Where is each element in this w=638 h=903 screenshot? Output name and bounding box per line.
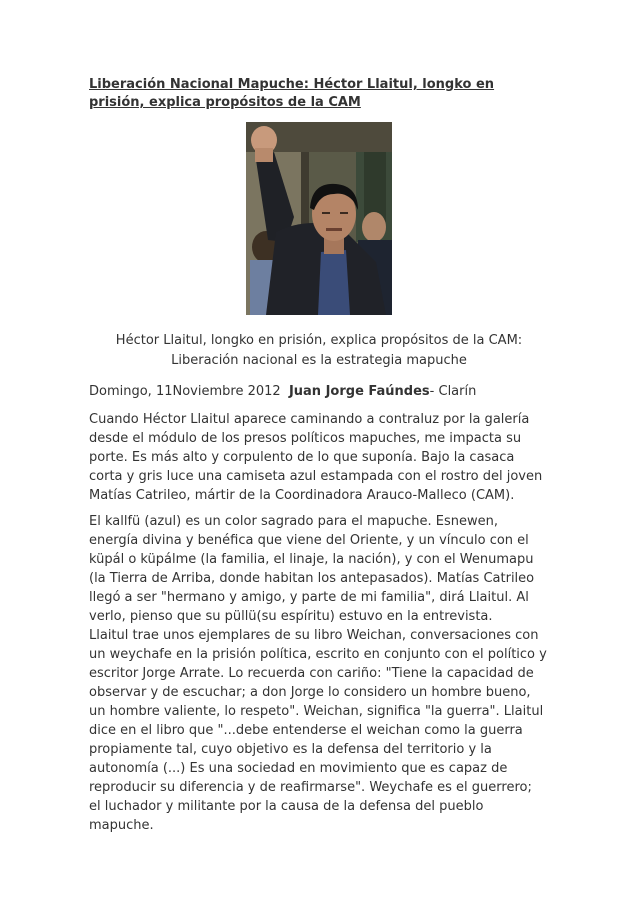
paragraph-line: llegó a ser "hermano y amigo, y parte de mi familia", dirá Llaitul. Al [89, 590, 529, 605]
body-paragraph [89, 512, 557, 626]
photo-illustration [246, 122, 392, 315]
author-name: Juan Jorge Faúndes [288, 384, 430, 399]
paragraph-line: propiamente tal, cuyo objetivo es la defensa del territorio y la [89, 742, 492, 757]
paragraph-line: desde el módulo de los presos políticos mapuches, me impacta su [89, 431, 522, 446]
paragraph-line: Llaitul trae unos ejemplares de su libro Weichan, conversaciones con [89, 628, 539, 643]
photo-caption [89, 331, 549, 371]
document-title[interactable] [89, 76, 529, 112]
dateline [89, 382, 559, 401]
publication-date: Domingo, 11Noviembre 2012 [89, 384, 281, 399]
body-paragraph [89, 626, 557, 835]
portrait-photo [246, 122, 392, 315]
paragraph-line: corta y gris luce una camiseta azul estampada con el rostro del joven [89, 469, 543, 484]
paragraph-line: reproducir su diferencia y de reafirmarse". Weychafe es el guerrero; [89, 780, 532, 795]
body-paragraph [89, 410, 557, 505]
paragraph-line: küpál o küpálme (la familia, el linaje, la nación), y con el Wenumapu [89, 552, 534, 567]
paragraph-line: observar y de escuchar; a don Jorge lo considero un hombre bueno, [89, 685, 531, 700]
paragraph-line: Matías Catrileo, mártir de la Coordinadora Arauco-Malleco (CAM). [89, 488, 515, 503]
title-line: Liberación Nacional Mapuche: Héctor Llaitul, longko en [89, 77, 495, 92]
paragraph-line: (la Tierra de Arriba, donde habitan los antepasados). Matías Catrileo [89, 571, 535, 586]
paragraph-line: un weychafe en la prisión política, escrito en conjunto con el político y [89, 647, 547, 662]
paragraph-line: verlo, pienso que su püllü(su espíritu) estuvo en la entrevista. [89, 609, 493, 624]
paragraph-line: un hombre valiente, lo respeto". Weichan, significa "la guerra". Llaitul [89, 704, 544, 719]
paragraph-line: autonomía (...) Es una sociedad en movimiento que es capaz de [89, 761, 508, 776]
paragraph-line: dice en el libro que "...debe entenderse el weichan como la guerra [89, 723, 523, 738]
caption-line: Héctor Llaitul, longko en prisión, explica propósitos de la CAM: [115, 333, 523, 348]
paragraph-line: porte. Es más alto y corpulento de lo que suponía. Bajo la casaca [89, 450, 515, 465]
paragraph-line: escritor Jorge Arrate. Lo recuerda con cariño: "Tiene la capacidad de [89, 666, 534, 681]
paragraph-line: mapuche. [89, 818, 154, 833]
paragraph-line: el luchador y militante por la causa de la defensa del pueblo [89, 799, 484, 814]
caption-line: Liberación nacional es la estrategia mapuche [171, 353, 467, 368]
source-name: - Clarín [429, 384, 477, 399]
title-line: prisión, explica propósitos de la CAM [89, 95, 361, 110]
paragraph-line: Cuando Héctor Llaitul aparece caminando a contraluz por la galería [89, 412, 530, 427]
paragraph-line: El kallfü (azul) es un color sagrado para el mapuche. Esnewen, [89, 514, 499, 529]
paragraph-line: energía divina y benéfica que viene del Oriente, y un vínculo con el [89, 533, 529, 548]
